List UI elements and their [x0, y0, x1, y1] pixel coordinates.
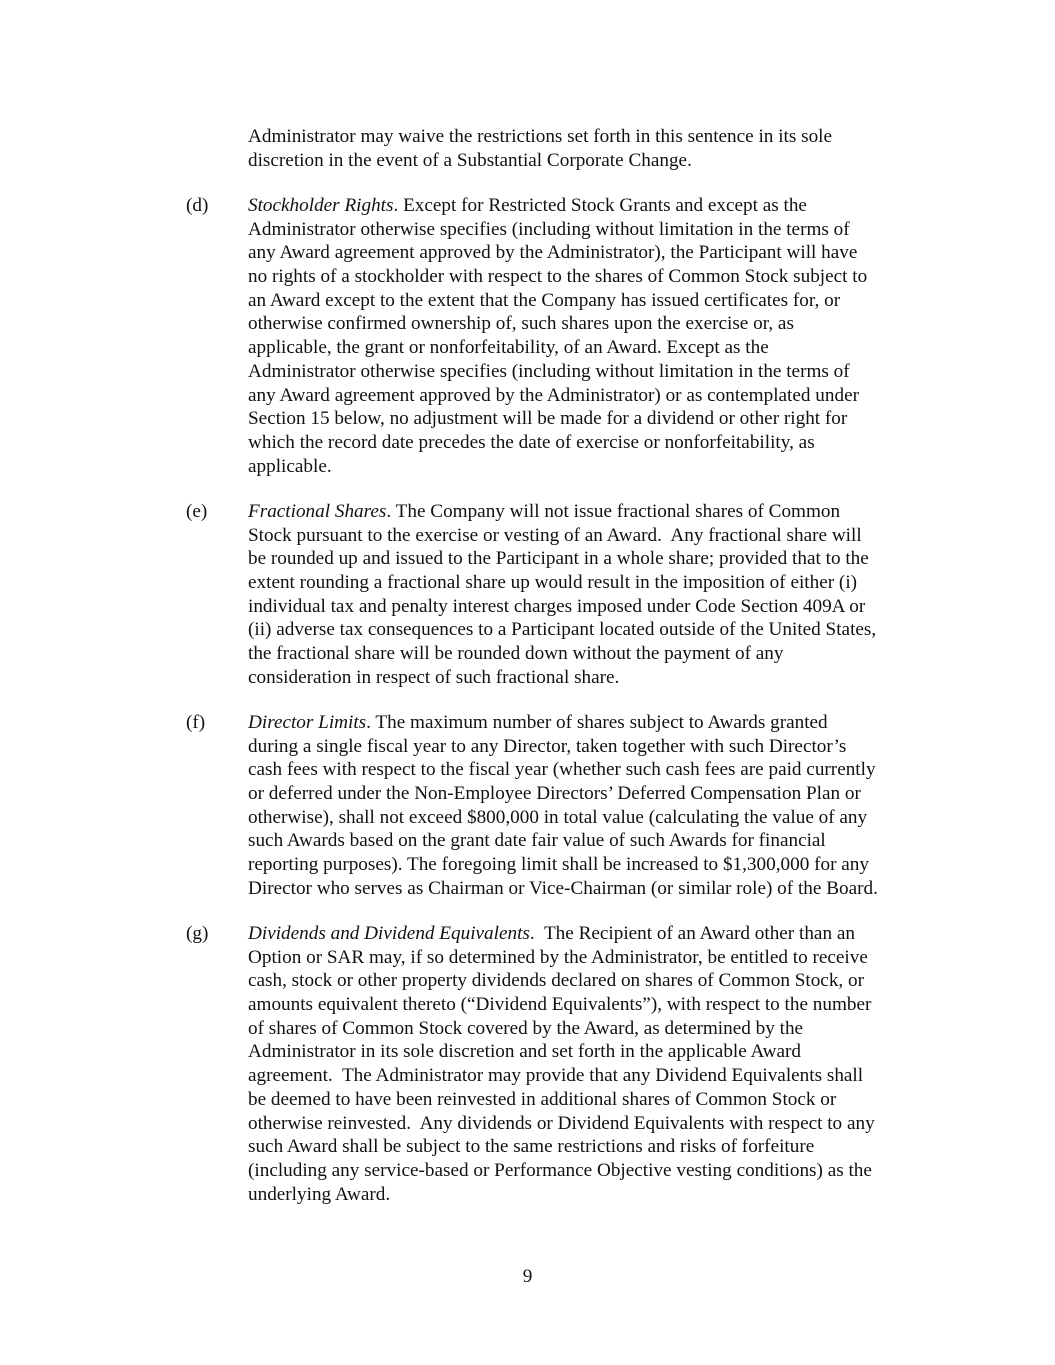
text-line: Option or SAR may, if so determined by the Administrator, be entitled to receive	[248, 946, 868, 968]
text-line: any Award agreement approved by the Administrator), the Participant will have	[248, 242, 858, 264]
text-line: cash, stock or other property dividends declared on shares of Common Stock, or	[248, 970, 864, 992]
text-line: discretion in the event of a Substantial Corporate Change.	[248, 149, 692, 171]
text-line: be deemed to have been reinvested in additional shares of Common Stock or	[248, 1088, 837, 1110]
text-line: cash fees with respect to the fiscal year (whether such cash fees are paid currently	[248, 759, 876, 781]
text-line: Administrator otherwise specifies (including without limitation in the terms of	[248, 218, 850, 240]
text-line: of shares of Common Stock covered by the Award, as determined by the	[248, 1017, 804, 1039]
text-line: Stock pursuant to the exercise or vesting of an Award. Any fractional share will	[248, 524, 862, 546]
text-line: no rights of a stockholder with respect to the shares of Common Stock subject to	[248, 266, 868, 288]
text-line: (including any service-based or Performance Objective vesting conditions) as the	[248, 1159, 872, 1181]
text-line: . The Company will not issue fractional shares of Common	[386, 501, 841, 522]
section-heading: Director Limits	[248, 712, 367, 733]
text-line: otherwise reinvested. Any dividends or Dividend Equivalents with respect to any	[248, 1112, 875, 1134]
section-label: (d)	[186, 195, 209, 216]
section-label: (f)	[186, 712, 206, 733]
text-line: reporting purposes). The foregoing limit shall be increased to $1,300,000 for any	[248, 854, 869, 876]
page-number: 9	[522, 1266, 533, 1287]
text-line: . The Recipient of an Award other than an	[529, 923, 855, 944]
text-line: which the record date precedes the date of exercise or nonforfeitability, as	[248, 431, 815, 453]
text-line: Administrator may waive the restrictions set forth in this sentence in its sole	[248, 126, 833, 147]
text-line: . Except for Restricted Stock Grants and except as the	[393, 195, 807, 216]
text-line: such Awards based on the grant date fair value of such Awards for financial	[248, 830, 826, 852]
section-heading: Fractional Shares	[248, 501, 387, 522]
text-line: applicable.	[248, 455, 332, 477]
section-label: (g)	[186, 923, 209, 944]
text-line: otherwise confirmed ownership of, such shares upon the exercise or, as	[248, 313, 794, 335]
text-line: Section 15 below, no adjustment will be made for a dividend or other right for	[248, 408, 848, 430]
text-line: individual tax and penalty interest charges imposed under Code Section 409A or	[248, 595, 866, 617]
text-line: the fractional share will be rounded down without the payment of any	[248, 643, 784, 665]
text-line: applicable, the grant or nonforfeitability, of an Award. Except as the	[248, 337, 769, 359]
text-line: consideration in respect of such fractional share.	[248, 666, 620, 688]
text-line: extent rounding a fractional share up would result in the imposition of either (i)	[248, 572, 858, 594]
text-line: Director who serves as Chairman or Vice-Chairman (or similar role) of the Board.	[248, 877, 878, 899]
text-line: underlying Award.	[248, 1183, 391, 1205]
text-line: agreement. The Administrator may provide that any Dividend Equivalents shall	[248, 1065, 864, 1087]
text-line: an Award except to the extent that the Company has issued certificates for, or	[248, 289, 841, 311]
text-line: Administrator otherwise specifies (including without limitation in the terms of	[248, 360, 850, 382]
section-label: (e)	[186, 501, 208, 522]
text-line: be rounded up and issued to the Participant in a whole share; provided that to the	[248, 548, 869, 570]
text-line: otherwise), shall not exceed $800,000 in total value (calculating the value of any	[248, 806, 868, 828]
section-heading: Dividends and Dividend Equivalents	[248, 923, 530, 944]
text-line: or deferred under the Non-Employee Directors’ Deferred Compensation Plan or	[248, 783, 861, 805]
text-line: (ii) adverse tax consequences to a Participant located outside of the United States,	[248, 619, 877, 641]
text-line: any Award agreement approved by the Administrator) or as contemplated under	[248, 384, 859, 406]
section-heading: Stockholder Rights	[248, 195, 394, 216]
text-line: such Award shall be subject to the same restrictions and risks of forfeiture	[248, 1136, 815, 1158]
text-line: . The maximum number of shares subject to Awards granted	[366, 712, 828, 733]
text-line: amounts equivalent thereto (“Dividend Equivalents”), with respect to the number	[248, 994, 872, 1016]
text-line: during a single fiscal year to any Director, taken together with such Director’s	[248, 735, 847, 757]
text-line: Administrator in its sole discretion and set forth in the applicable Award	[248, 1041, 801, 1063]
